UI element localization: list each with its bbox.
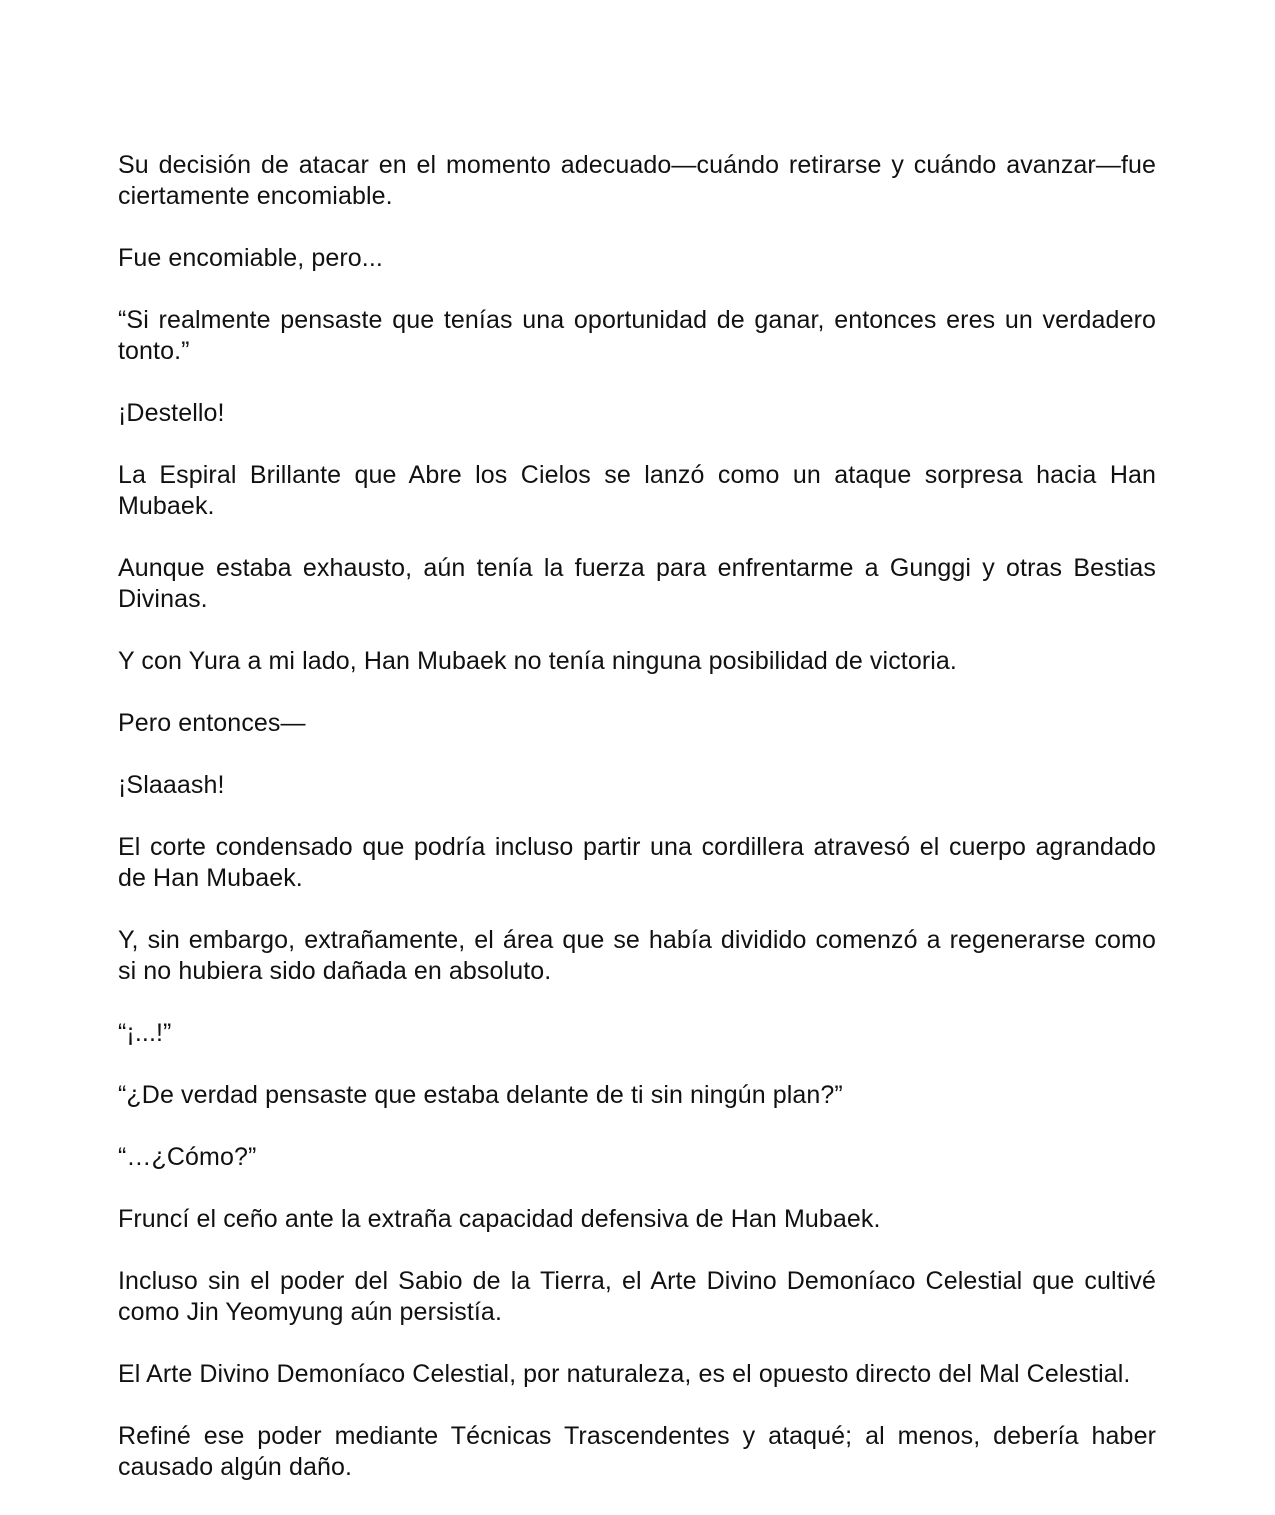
paragraph: “¡...!” bbox=[118, 1019, 172, 1047]
paragraph: El corte condensado que podría incluso partir una cordillera atravesó el cuerpo agrandado de Han Mubaek. bbox=[118, 833, 1156, 892]
paragraph: La Espiral Brillante que Abre los Cielos se lanzó como un ataque sorpresa hacia Han Mubaek. bbox=[118, 461, 1156, 520]
paragraph: Incluso sin el poder del Sabio de la Tierra, el Arte Divino Demoníaco Celestial que cultivé como Jin Yeomyung aún persistía. bbox=[118, 1267, 1156, 1326]
paragraph: Refiné ese poder mediante Técnicas Trascendentes y ataqué; al menos, debería haber causado algún daño. bbox=[118, 1422, 1156, 1481]
paragraph: Su decisión de atacar en el momento adecuado—cuándo retirarse y cuándo avanzar—fue ciertamente encomiable. bbox=[118, 151, 1156, 210]
paragraph: “…¿Cómo?” bbox=[118, 1143, 257, 1171]
paragraph: ¡Slaaash! bbox=[118, 771, 225, 799]
paragraph: El Arte Divino Demoníaco Celestial, por naturaleza, es el opuesto directo del Mal Celestial. bbox=[118, 1360, 1131, 1388]
paragraph: “Si realmente pensaste que tenías una oportunidad de ganar, entonces eres un verdadero tonto.” bbox=[118, 306, 1156, 365]
document-body bbox=[118, 150, 1156, 1514]
paragraph: “¿De verdad pensaste que estaba delante de ti sin ningún plan?” bbox=[118, 1081, 843, 1109]
paragraph: Y con Yura a mi lado, Han Mubaek no tenía ninguna posibilidad de victoria. bbox=[118, 647, 957, 675]
paragraph: Fue encomiable, pero... bbox=[118, 244, 383, 272]
paragraph: Y, sin embargo, extrañamente, el área que se había dividido comenzó a regenerarse como si no hubiera sido dañada en absoluto. bbox=[118, 926, 1156, 985]
paragraph: ¡Destello! bbox=[118, 399, 225, 427]
paragraph: Aunque estaba exhausto, aún tenía la fuerza para enfrentarme a Gunggi y otras Bestias Divinas. bbox=[118, 554, 1156, 613]
paragraph: Pero entonces— bbox=[118, 709, 306, 737]
paragraph: Fruncí el ceño ante la extraña capacidad defensiva de Han Mubaek. bbox=[118, 1205, 881, 1233]
